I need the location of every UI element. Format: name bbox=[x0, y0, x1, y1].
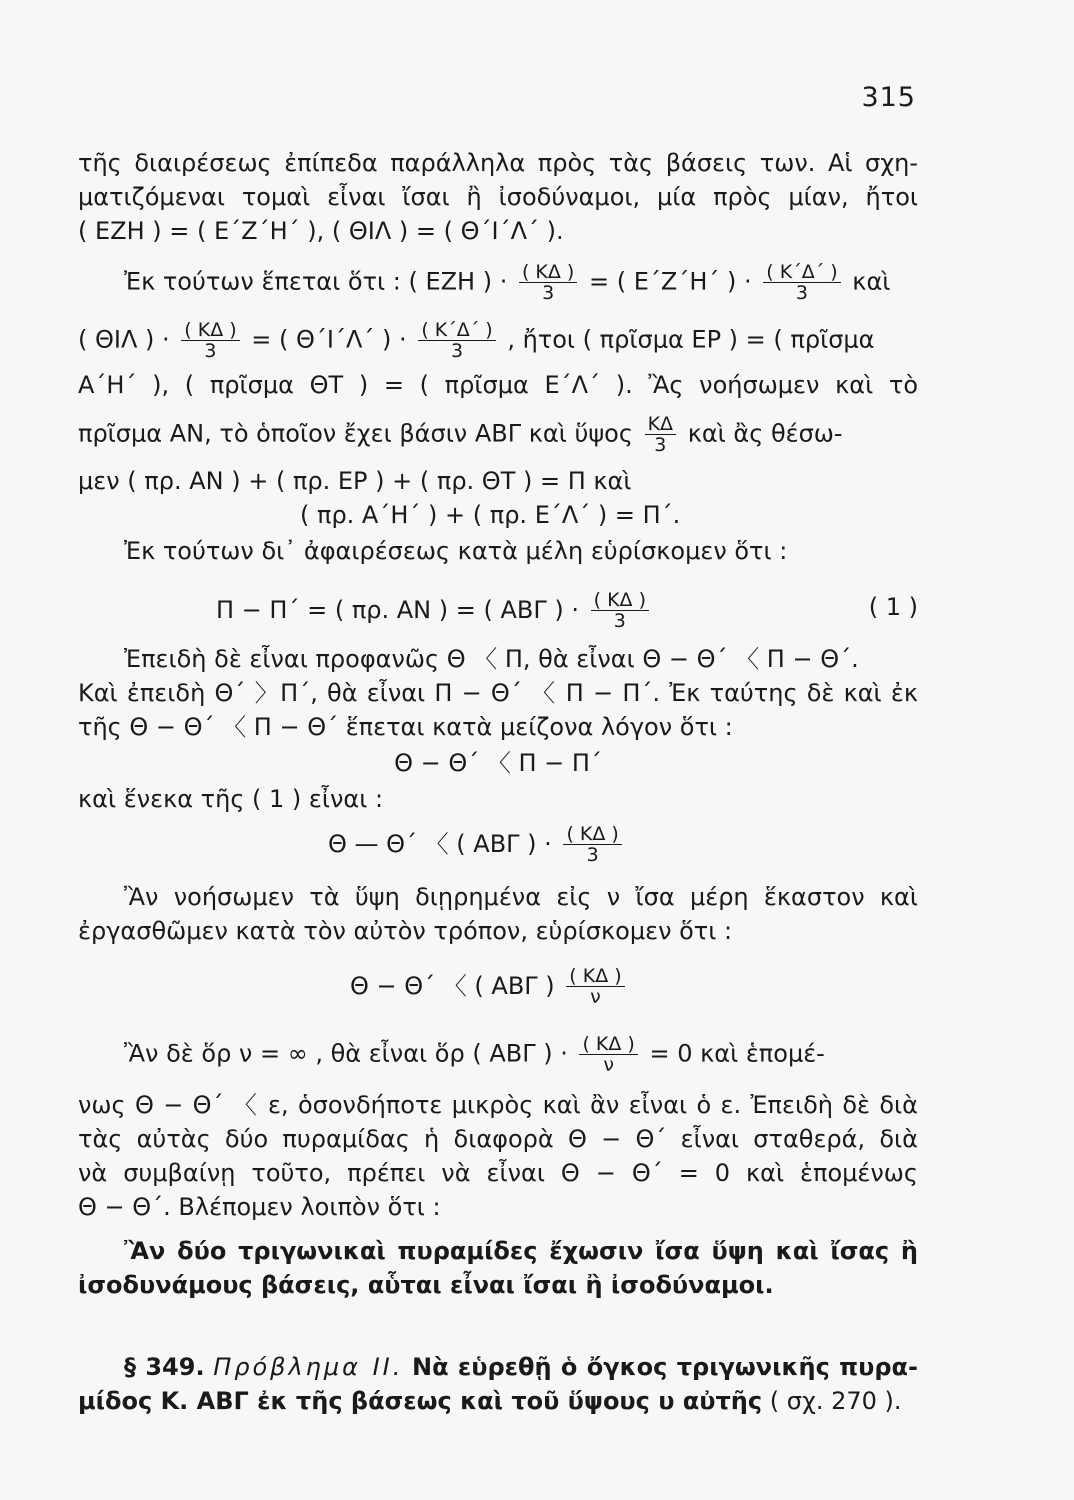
text-line: τῆς Θ − Θ΄ 〈 Π − Θ΄ ἕπεται κατὰ μείζονα λόγον ὅτι : bbox=[78, 713, 733, 741]
text-line: ματιζόμεναι τομαὶ εἶναι ἴσαι ἢ ἰσοδύναμοι, μία πρὸς μίαν, ἤτοι bbox=[78, 183, 918, 211]
text-line: νως Θ − Θ΄ 〈 ε, ὁσονδήποτε μικρὸς καὶ ἂν εἶναι ὁ ε. Ἐπειδὴ δὲ διὰ bbox=[78, 1091, 918, 1119]
text-line: ( πρ. Α΄Η΄ ) + ( πρ. Ε΄Λ΄ ) = Π΄. bbox=[300, 501, 681, 529]
text-line: Ἐπειδὴ δὲ εἶναι προφανῶς Θ 〈 Π, θὰ εἶναι Θ − Θ΄ 〈 Π − Θ΄. bbox=[124, 645, 859, 673]
text-fragment: καὶ bbox=[852, 267, 891, 296]
text-line: Θ − Θ΄ 〈 Π − Π΄ bbox=[394, 749, 602, 777]
figure-reference: ( σχ. 270 ). bbox=[769, 1387, 902, 1415]
equation-number: ( 1 ) bbox=[868, 593, 918, 621]
fraction-denominator: 3 bbox=[613, 610, 626, 632]
problem-title: Νὰ εὑρεθῇ ὁ ὄγκος τριγωνικῆς πυρα- bbox=[412, 1353, 918, 1381]
text-fragment: Ἂν δὲ ὅρ ν = ∞ , θὰ εἶναι ὅρ ( ΑΒΓ ) · bbox=[124, 1039, 568, 1068]
text-line: καὶ ἕνεκα τῆς ( 1 ) εἶναι : bbox=[78, 785, 384, 813]
equation-line bbox=[124, 1034, 918, 1075]
equation-line bbox=[78, 320, 918, 361]
text-line: Α΄Η΄ ), ( πρῖσμα ΘΤ ) = ( πρῖσμα Ε΄Λ΄ ). Ἂς νοήσωμεν καὶ τὸ bbox=[78, 371, 918, 399]
fraction bbox=[418, 320, 495, 361]
fraction-denominator: 3 bbox=[586, 844, 599, 866]
problem-title: μίδος Κ. ΑΒΓ ἐκ τῆς βάσεως καὶ τοῦ ὕψους υ αὐτῆς bbox=[78, 1387, 763, 1415]
fraction bbox=[579, 1034, 637, 1075]
fraction-numerator: ( ΚΔ ) bbox=[519, 262, 577, 283]
section-heading bbox=[124, 1350, 918, 1384]
text-fragment: , ἤτοι ( πρῖσμα ΕΡ ) = ( πρῖσμα bbox=[507, 325, 875, 354]
fraction bbox=[519, 262, 577, 303]
fraction bbox=[181, 320, 239, 361]
text-line: Ἂν νοήσωμεν τὰ ὕψη διῃρημένα εἰς ν ἴσα μέρη ἕκαστον καὶ bbox=[124, 883, 918, 911]
text-line: μεν ( πρ. ΑΝ ) + ( πρ. ΕΡ ) + ( πρ. ΘΤ ) = Π καὶ bbox=[78, 467, 632, 495]
fraction-denominator: 3 bbox=[204, 340, 217, 362]
equation-line bbox=[78, 824, 918, 865]
text-line: ( ΕΖΗ ) = ( Ε΄Ζ΄Η΄ ), ( ΘΙΛ ) = ( Θ΄Ι΄Λ΄ ). bbox=[78, 217, 564, 245]
text-line: Καὶ ἐπειδὴ Θ΄ 〉Π΄, θὰ εἶναι Π − Θ΄ 〈 Π − Π΄. Ἐκ ταύτης δὲ καὶ ἐκ bbox=[78, 679, 918, 707]
section-number: § 349. bbox=[124, 1353, 205, 1381]
problem-label: Πρόβλημα ΙΙ. bbox=[213, 1353, 404, 1381]
text-line: τὰς αὐτὰς δύο πυραμίδας ἡ διαφορὰ Θ − Θ΄ εἶναι σταθερά, διὰ bbox=[78, 1125, 918, 1153]
fraction-numerator: ΚΔ bbox=[645, 414, 676, 435]
text-fragment: = ( Ε΄Ζ΄Η΄ ) · bbox=[589, 267, 752, 296]
equation-line bbox=[78, 590, 918, 631]
fraction-denominator: ν bbox=[603, 1054, 614, 1076]
fraction-numerator: ( ΚΔ ) bbox=[566, 966, 624, 987]
fraction-denominator: 3 bbox=[795, 282, 809, 304]
fraction-denominator: 3 bbox=[654, 434, 667, 456]
text-line: τῆς διαιρέσεως ἐπίπεδα παράλληλα πρὸς τὰς βάσεις των. Αἱ σχη- bbox=[78, 149, 918, 177]
fraction-denominator: 3 bbox=[450, 340, 464, 362]
fraction-denominator: ν bbox=[590, 986, 601, 1008]
fraction-numerator: ( Κ΄Δ΄ ) bbox=[763, 262, 840, 283]
text-fragment: ( ΘΙΛ ) · bbox=[78, 325, 170, 354]
text-fragment: = ( Θ΄Ι΄Λ΄ ) · bbox=[251, 325, 407, 354]
fraction bbox=[763, 262, 840, 303]
fraction-numerator: ( ΚΔ ) bbox=[579, 1034, 637, 1055]
text-fragment: Θ — Θ΄ 〈 ( ΑΒΓ ) · bbox=[328, 829, 552, 858]
page-number: 315 bbox=[861, 82, 916, 113]
text-fragment: πρῖσμα ΑΝ, τὸ ὁποῖον ἔχει βάσιν ΑΒΓ καὶ ὕψος bbox=[78, 419, 633, 448]
text-line: Θ − Θ΄. Βλέπομεν λοιπὸν ὅτι : bbox=[78, 1193, 441, 1221]
theorem-line: Ἂν δύο τριγωνικαὶ πυραμίδες ἔχωσιν ἴσα ὕψη καὶ ἴσας ἢ bbox=[124, 1237, 918, 1265]
text-fragment: Ἐκ τούτων ἕπεται ὅτι : ( ΕΖΗ ) · bbox=[124, 267, 508, 296]
text-line: Ἐκ τούτων δι᾿ ἀφαιρέσεως κατὰ μέλη εὑρίσκομεν ὅτι : bbox=[124, 537, 788, 565]
text-line: νὰ συμβαίνῃ τοῦτο, πρέπει νὰ εἶναι Θ − Θ΄ = 0 καὶ ἑπομένως bbox=[78, 1159, 918, 1187]
theorem-line: ἰσοδυνάμους βάσεις, αὗται εἶναι ἴσαι ἢ ἰσοδύναμοι. bbox=[78, 1271, 774, 1299]
fraction-numerator: ( ΚΔ ) bbox=[181, 320, 239, 341]
fraction-numerator: ( ΚΔ ) bbox=[563, 824, 621, 845]
fraction-numerator: ( ΚΔ ) bbox=[591, 590, 649, 611]
text-fragment: = 0 καὶ ἑπομέ- bbox=[649, 1039, 825, 1068]
fraction bbox=[566, 966, 624, 1007]
text-line: ἐργασθῶμεν κατὰ τὸν αὐτὸν τρόπον, εὑρίσκομεν ὅτι : bbox=[78, 917, 733, 945]
text-fragment: καὶ ἂς θέσω- bbox=[687, 419, 843, 448]
equation-line bbox=[124, 262, 918, 303]
fraction bbox=[645, 414, 676, 455]
fraction-denominator: 3 bbox=[542, 282, 555, 304]
text-fragment: Π − Π΄ = ( πρ. ΑΝ ) = ( ΑΒΓ ) · bbox=[216, 595, 579, 624]
fraction bbox=[563, 824, 621, 865]
fraction-numerator: ( Κ΄Δ΄ ) bbox=[418, 320, 495, 341]
equation-line bbox=[78, 414, 918, 455]
text-fragment: Θ − Θ΄ 〈 ( ΑΒΓ ) bbox=[350, 971, 555, 1000]
section-heading-cont bbox=[78, 1384, 918, 1418]
equation-line bbox=[78, 966, 918, 1007]
fraction bbox=[591, 590, 649, 631]
